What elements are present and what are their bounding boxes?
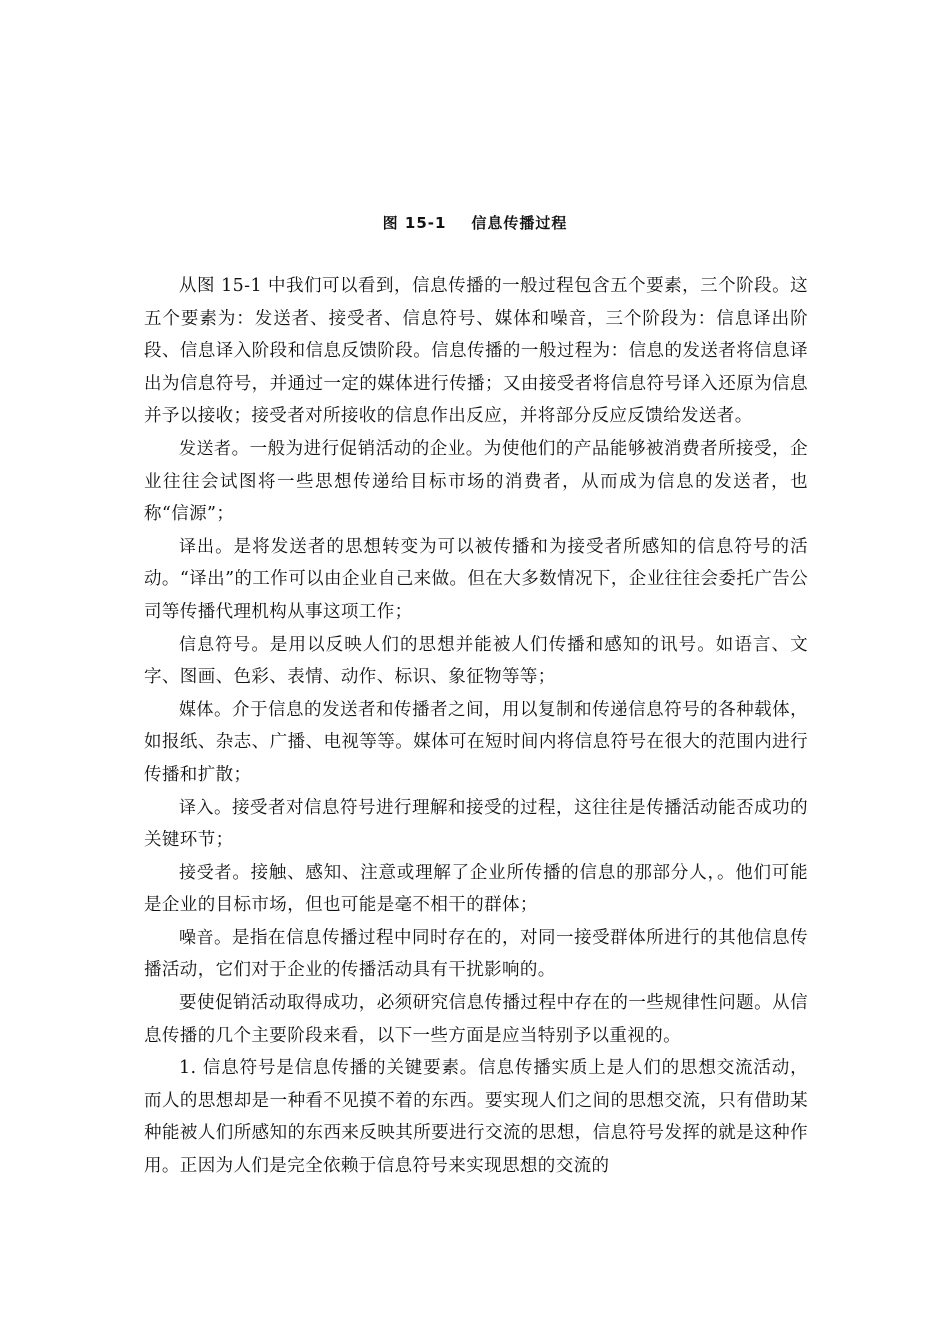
paragraph-regularities bbox=[144, 987, 808, 1052]
figure-caption: 图 15-1 信息传播过程 bbox=[382, 214, 568, 232]
paragraph-media bbox=[144, 694, 808, 792]
paragraph-receiver bbox=[144, 857, 808, 922]
paragraph-text: 。接触、感知、注意或理解了企业所传播的信息的那部分人，。他们可能是企业的目标市场，但也可能是毫不相干的群体； bbox=[144, 862, 808, 916]
paragraph-text: 1. 信息符号是信息传播的关键要素。信息传播实质上是人们的思想交流活动，而人的思想却是一种看不见摸不着的东西。要实现人们之间的思想交流，只有借助某种能被人们所感知的东西来反映其所要进行交流的思想，信息符号发挥的就是这种作用。正因为人们是完全依赖于信息符号来实现思想的交流的 bbox=[144, 1058, 808, 1177]
body-text bbox=[144, 270, 808, 1183]
term-label: 接受者 bbox=[179, 862, 233, 883]
paragraph-text: 。一般为进行促销活动的企业。为使他们的产品能够被消费者所接受，企业往往会试图将一些思想传递给目标市场的消费者，从而成为信息的发送者，也称“信源”； bbox=[144, 438, 808, 525]
term-label: 译入 bbox=[179, 797, 215, 818]
paragraph-encoding bbox=[144, 531, 808, 629]
paragraph-text: 。是指在信息传播过程中同时存在的，对同一接受群体所进行的其他信息传播活动，它们对于企业的传播活动具有干扰影响的。 bbox=[144, 927, 808, 981]
paragraph-sender bbox=[144, 433, 808, 531]
paragraph-text: 要使促销活动取得成功，必须研究信息传播过程中存在的一些规律性问题。从信息传播的几个主要阶段来看，以下一些方面是应当特别予以重视的。 bbox=[144, 993, 808, 1046]
paragraph-decoding bbox=[144, 792, 808, 857]
term-label: 噪音 bbox=[179, 927, 215, 948]
paragraph-text: 。是用以反映人们的思想并能被人们传播和感知的讯号。如语言、文字、图画、色彩、表情、动作、标识、象征物等等； bbox=[144, 634, 809, 688]
paragraph-overview bbox=[144, 270, 808, 433]
term-label: 译出 bbox=[179, 536, 216, 557]
term-label: 信息符号 bbox=[179, 634, 252, 655]
paragraph-text: 。介于信息的发送者和传播者之间，用以复制和传递信息符号的各种载体，如报纸、杂志、广播、电视等等。媒体可在短时间内将信息符号在很大的范围内进行传播和扩散； bbox=[144, 699, 808, 785]
term-label: 媒体 bbox=[179, 699, 215, 720]
paragraph-message-symbol bbox=[144, 629, 808, 694]
paragraph-text: 。是将发送者的思想转变为可以被传播和为接受者所感知的信息符号的活动。“译出”的工作可以由企业自己来做。但在大多数情况下，企业往往会委托广告公司等传播代理机构从事这项工作； bbox=[144, 536, 808, 622]
term-label: 发送者 bbox=[179, 438, 232, 459]
paragraph-point-1 bbox=[144, 1052, 808, 1182]
paragraph-text: 。接受者对信息符号进行理解和接受的过程，这往往是传播活动能否成功的关键环节； bbox=[144, 797, 808, 851]
paragraph-text: 从图 15-1 中我们可以看到，信息传播的一般过程包含五个要素，三个阶段。这五个要素为：发送者、接受者、信息符号、媒体和噪音，三个阶段为：信息译出阶段、信息译入阶段和信息反馈阶段。信息传播的一般过程为：信息的发送者将信息译出为信息符号，并通过一定的媒体进行传播；又由接受者将信息符号译入还原为信息并予以接收；接受者对所接收的信息作出反应，并将部分反应反馈给发送者。 bbox=[144, 276, 808, 427]
paragraph-noise bbox=[144, 922, 808, 987]
